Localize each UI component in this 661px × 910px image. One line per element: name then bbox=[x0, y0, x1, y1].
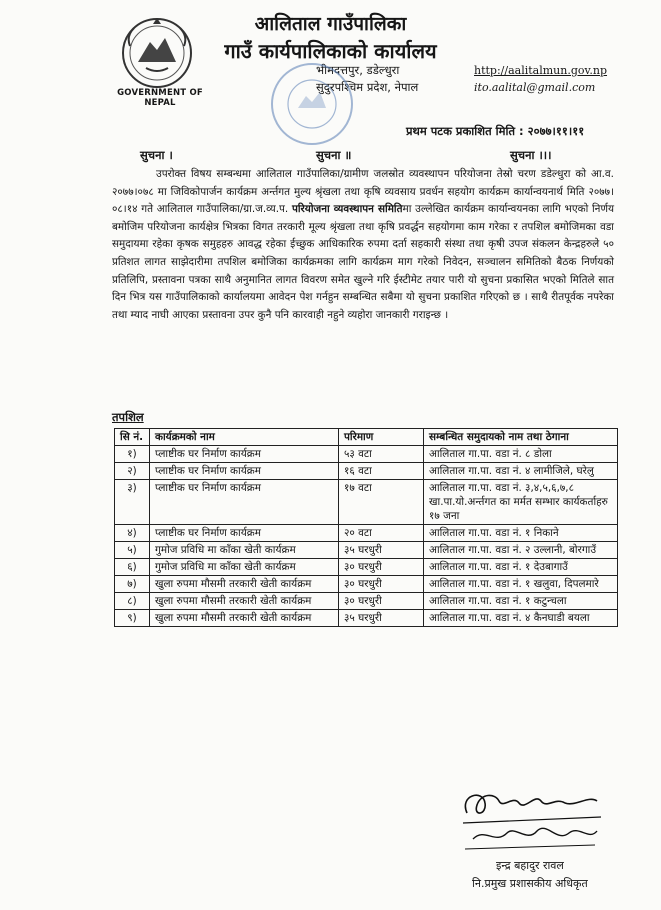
cell-quantity: ३५ घरधुरी bbox=[339, 610, 424, 627]
cell-program: खुला रुपमा मौसमी तरकारी खेती कार्यक्रम bbox=[150, 576, 339, 593]
body-part-1: उपरोक्त विषय सम्बन्धमा आलिताल गाउँपालिका/ग्रामीण जलस्रोत व्यवस्थापन परियोजना तेस्रो चरण डडेल्धुरा को आ.व. २०७७।०७८ मा जिविकोपार्जन कार्यक्रम अर्न्तगत मुल्य श्रृंखला तथा कृषि व्यवसाय प्रवर्धन सहयोग कार्यक्रम कार्यान्वयनार्थ मिति २०७७।०८।१४ गते आलिताल गाउँपालिका/ग्रा.ज.व्य.प. bbox=[112, 168, 614, 216]
cell-serial: ९) bbox=[115, 610, 150, 627]
signer-title: नि.प्रमुख प्रशासकीय अधिकृत bbox=[472, 877, 588, 890]
body-part-2: मा उल्लेखित कार्यक्रम कार्यान्वयनका लागि भएको निर्णय बमोजिम परियोजना कार्यक्षेत्र भित्रका विगत तरकारी मूल्य श्रृंखला तथा कृषि प्रवर्द्धन सहयोगमा काम गरेका र तपशिल बमोजिमका वडा समुदायमा रहेका कृषक समुहहरु आवद्ध रहेका ईच्छुक आधिकारिक रुपमा दर्ता सहकारी संस्था तथा कृषी उपज संकलन केन्द्रहरुले ५० प्रतिशत लागत साझेदारीमा तपशिल बमोजिका कार्यक्रमका लागि कार्यक्रम माग गरेको निवेदन, सञ्चालन समितिको बैठक निर्णयको प्रतिलिपि, प्रस्तावना पत्रका साथै अनुमानित लागत विवरण समेत खुल्ने गरि ईस्टीमेट तयार पारी यो सुचना प्रकासित भएको मितिले सात दिन भित्र यस गाउँपालिकाको कार्यालयमा आवेदन पेश गर्नहुन सम्बन्धित सबैमा यो सुचना प्रकाशित गरिएको छ । साथै रीतपूर्वक नपरेका तथा म्याद नाघी आएका प्रस्तावना उपर कुनै पनि कारवाही नहुने व्यहोरा जानकारी गराइन्छ । bbox=[112, 203, 614, 321]
cell-serial: ६) bbox=[115, 559, 150, 576]
cell-community: आलिताल गा.पा. वडा नं. १ देउबागाउँ bbox=[424, 559, 618, 576]
cell-community: आलिताल गा.पा. वडा नं. ४ लामीजिले, घरेलु bbox=[424, 463, 618, 480]
header-quantity: परिमाण bbox=[339, 429, 424, 446]
cell-program: प्लाष्टीक घर निर्माण कार्यक्रम bbox=[150, 480, 339, 525]
cell-serial: २) bbox=[115, 463, 150, 480]
government-label: GOVERNMENT OF NEPAL bbox=[117, 88, 203, 108]
cell-program: प्लाष्टीक घर निर्माण कार्यक्रम bbox=[150, 525, 339, 542]
cell-quantity: ३० घरधुरी bbox=[339, 593, 424, 610]
cell-program: गुमोज प्रविधि मा काँका खेती कार्यक्रम bbox=[150, 542, 339, 559]
cell-community: आलिताल गा.पा. वडा नं. १ खलुवा, दिपलमारे bbox=[424, 576, 618, 593]
cell-serial: ४) bbox=[115, 525, 150, 542]
contact-info bbox=[474, 62, 607, 96]
cell-quantity: ५३ वटा bbox=[339, 446, 424, 463]
cell-quantity: २० वटा bbox=[339, 525, 424, 542]
table-row bbox=[115, 480, 618, 525]
cell-community: आलिताल गा.पा. वडा नं. २ उल्लानी, बोरगाउँ bbox=[424, 542, 618, 559]
cell-program: प्लाष्टीक घर निर्माण कार्यक्रम bbox=[150, 463, 339, 480]
address-line-2: सुदुरपश्चिम प्रदेश, नेपाल bbox=[316, 80, 419, 94]
header-program: कार्यक्रमको नाम bbox=[150, 429, 339, 446]
address-line-1: भीमदत्तपुर, डडेल्धुरा bbox=[316, 63, 400, 77]
table-row bbox=[115, 542, 618, 559]
cell-program: खुला रुपमा मौसमी तरकारी खेती कार्यक्रम bbox=[150, 610, 339, 627]
notice-label-2: सुचना ॥ bbox=[316, 148, 352, 162]
cell-serial: ५) bbox=[115, 542, 150, 559]
table-row bbox=[115, 463, 618, 480]
notice-label-3: सुचना ।।। bbox=[510, 148, 552, 162]
header-serial: सि नं. bbox=[115, 429, 150, 446]
cell-serial: ७) bbox=[115, 576, 150, 593]
cell-quantity: ३५ घरधुरी bbox=[339, 542, 424, 559]
cell-program: प्लाष्टीक घर निर्माण कार्यक्रम bbox=[150, 446, 339, 463]
municipality-title: आलिताल गाउँपालिका bbox=[254, 13, 407, 35]
table-row bbox=[115, 525, 618, 542]
notice-label-1: सुचना । bbox=[140, 148, 173, 162]
cell-program: खुला रुपमा मौसमी तरकारी खेती कार्यक्रम bbox=[150, 593, 339, 610]
table-caption: तपशिल bbox=[112, 410, 144, 424]
handwritten-signature-icon bbox=[455, 783, 605, 855]
program-table bbox=[114, 428, 618, 627]
cell-serial: ३) bbox=[115, 480, 150, 525]
office-title: गाउँ कार्यपालिकाको कार्यालय bbox=[224, 39, 437, 63]
cell-serial: ८) bbox=[115, 593, 150, 610]
body-bold-committee: परियोजना व्यवस्थापन समिति bbox=[291, 203, 403, 216]
website-link[interactable]: http://aalitalmun.gov.np bbox=[474, 64, 608, 77]
cell-community: आलिताल गा.पा. वडा नं. ४ कैनघाडी बयला bbox=[424, 610, 618, 627]
cell-community: आलिताल गा.पा. वडा नं. १ कटुन्चला bbox=[424, 593, 618, 610]
table-row bbox=[115, 576, 618, 593]
cell-quantity: ३० घरधुरी bbox=[339, 559, 424, 576]
table-row bbox=[115, 446, 618, 463]
header-community: सम्बन्धित समुदायको नाम तथा ठेगाना bbox=[424, 429, 618, 446]
table-row bbox=[115, 593, 618, 610]
cell-serial: १) bbox=[115, 446, 150, 463]
cell-community: आलिताल गा.पा. वडा नं. ८ डोला bbox=[424, 446, 618, 463]
notice-body bbox=[112, 166, 614, 324]
email-address[interactable]: ito.aalital@gmail.com bbox=[474, 81, 596, 94]
cell-community: आलिताल गा.पा. वडा नं. १ निकाने bbox=[424, 525, 618, 542]
cell-program: गुमोज प्रविधि मा काँका खेती कार्यक्रम bbox=[150, 559, 339, 576]
cell-quantity: १६ वटा bbox=[339, 463, 424, 480]
signer-name: इन्द्र बहादुर रावल bbox=[496, 859, 564, 872]
table-row bbox=[115, 610, 618, 627]
cell-quantity: ३० घरधुरी bbox=[339, 576, 424, 593]
cell-quantity: १७ वटा bbox=[339, 480, 424, 525]
publication-date: प्रथम पटक प्रकाशित मिति : २०७७।११।११ bbox=[406, 124, 585, 138]
table-header-row bbox=[115, 429, 618, 446]
office-stamp-icon bbox=[268, 60, 356, 148]
table-row bbox=[115, 559, 618, 576]
cell-community: आलिताल गा.पा. वडा नं. ३,४,५,६,७,८ खा.पा.यो.अर्न्तगत का मर्मत सम्भार कार्यकर्ताहरु १७ जना bbox=[424, 480, 618, 525]
